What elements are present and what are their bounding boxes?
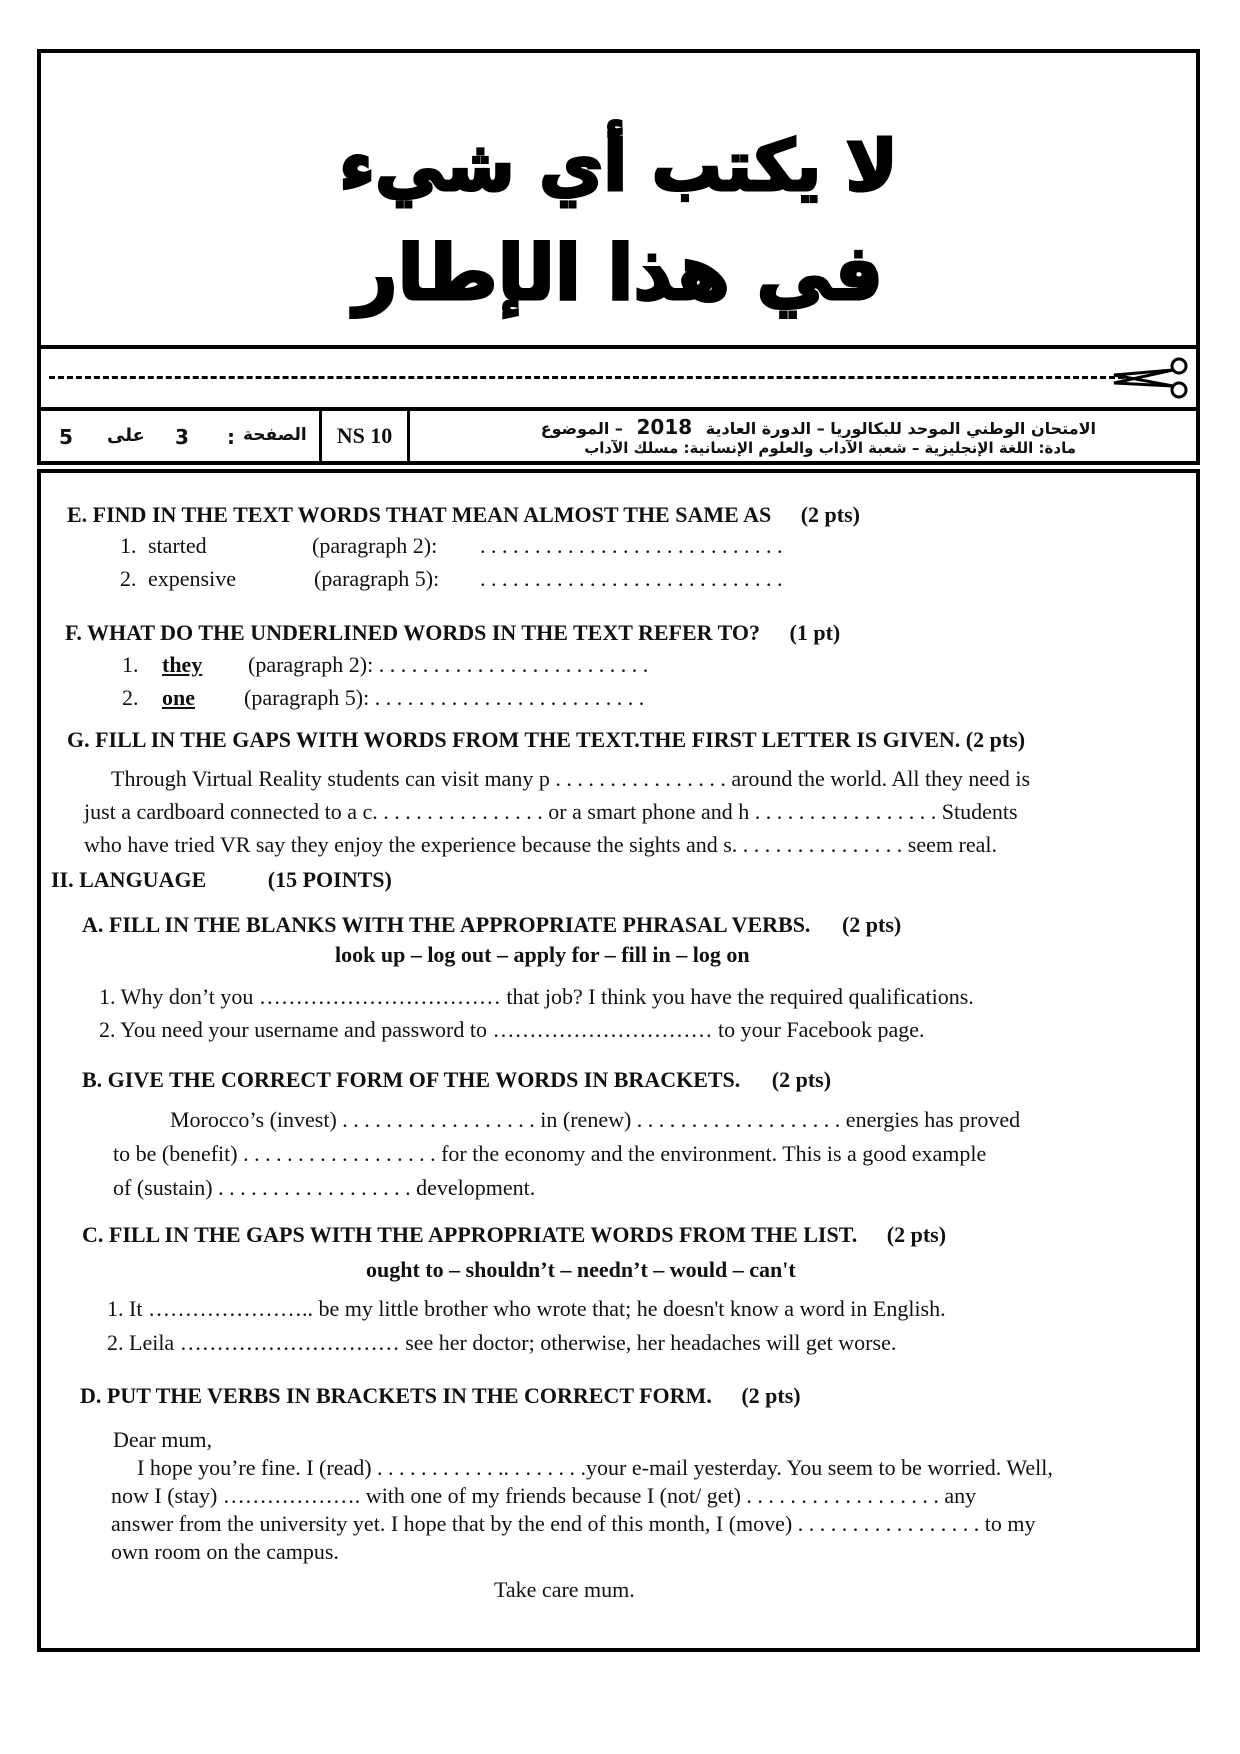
item-number: 2.	[122, 685, 139, 710]
cut-line-strip	[37, 349, 1200, 407]
no-write-box	[37, 49, 1200, 349]
section-d-heading: D. PUT THE VERBS IN BRACKETS IN THE CORRECT FORM.	[80, 1383, 712, 1408]
exam-title: الامتحان الوطني الموحد للبكالوريا – الدورة العادية	[705, 419, 1096, 438]
answer-blank[interactable]: . . . . . . . . . . . . . . . . . . . . . . . . . . . .	[480, 566, 783, 591]
section-b-heading: B. GIVE THE CORRECT FORM OF THE WORDS IN BRACKETS.	[82, 1067, 741, 1092]
item-ref[interactable]: (paragraph 5): . . . . . . . . . . . . . . . . . . . . . . . . .	[244, 685, 645, 710]
item-number: 1.	[120, 533, 137, 558]
page-current: 3	[175, 425, 189, 449]
dashed-cut-line	[49, 376, 1124, 379]
section-e-title	[67, 502, 860, 528]
underlined-word: they	[162, 652, 203, 677]
section-g-line-1[interactable]: Through Virtual Reality students can visit many p . . . . . . . . . . . . . . . . around the world. All they need is	[111, 766, 1031, 791]
letter-line-2[interactable]: now I (stay) ………………. with one of my friends because I (not/ get) . . . . . . . . . . . . . . . . . . any	[111, 1483, 977, 1508]
section-e-heading: E. FIND IN THE TEXT WORDS THAT MEAN ALMOST THE SAME AS	[67, 502, 772, 527]
section-c-title	[82, 1222, 946, 1248]
section-b-line-2[interactable]: to be (benefit) . . . . . . . . . . . . . . . . . . for the economy and the environment. This is a good example	[113, 1141, 987, 1166]
section-g-title: G. FILL IN THE GAPS WITH WORDS FROM THE TEXT.THE FIRST LETTER IS GIVEN. (2 pts)	[67, 727, 1026, 752]
exam-info-cell	[411, 411, 1196, 461]
language-title	[51, 867, 392, 893]
letter-line-4: own room on the campus.	[111, 1539, 339, 1564]
page-of-label: على	[107, 425, 145, 446]
answer-blank[interactable]: . . . . . . . . . . . . . . . . . . . . . . . . . . . .	[480, 533, 783, 558]
section-e-points: (2 pts)	[800, 502, 860, 527]
language-points: (15 POINTS)	[267, 867, 392, 892]
section-c-word-list: ought to – shouldn’t – needn’t – would – can't	[366, 1257, 796, 1282]
item-ref[interactable]: (paragraph 2): . . . . . . . . . . . . . . . . . . . . . . . . .	[248, 652, 649, 677]
section-g-line-3[interactable]: who have tried VR say they enjoy the experience because the sights and s. . . . . . . . . . . . . . . . seem real.	[84, 832, 997, 857]
letter-closing: Take care mum.	[494, 1577, 635, 1602]
section-e-item-1	[120, 533, 783, 559]
page-number-cell	[41, 411, 322, 461]
section-f-item-1	[122, 652, 649, 678]
section-f-title	[65, 620, 840, 646]
section-b-line-1[interactable]: Morocco’s (invest) . . . . . . . . . . . . . . . . . . in (renew) . . . . . . . . . . . . . . . . . . . energies has proved	[170, 1107, 1021, 1132]
section-c-heading: C. FILL IN THE GAPS WITH THE APPROPRIATE WORDS FROM THE LIST.	[82, 1222, 858, 1247]
language-heading: II. LANGUAGE	[51, 867, 207, 892]
letter-line-1[interactable]: I hope you’re fine. I (read) . . . . . . . . . . . .. . . . . . . .your e-mail yesterday. You seem to be worried. Well,	[137, 1455, 1053, 1480]
exam-content	[37, 469, 1200, 1652]
exam-header	[37, 407, 1200, 465]
page-total: 5	[59, 425, 73, 449]
underlined-word: one	[162, 685, 195, 710]
letter-line-3[interactable]: answer from the university yet. I hope that by the end of this month, I (move) . . . . . . . . . . . . . . . . . to my	[111, 1511, 1036, 1536]
section-d-points: (2 pts)	[741, 1383, 801, 1408]
section-f-points: (1 pt)	[789, 620, 841, 645]
item-ref: (paragraph 5):	[314, 566, 440, 591]
section-g-line-2[interactable]: just a cardboard connected to a c. . . . . . . . . . . . . . . . or a smart phone and h . . . . . . . . . . . . . . . . . Students	[84, 799, 1018, 824]
section-a-word-list: look up – log out – apply for – fill in – log on	[335, 942, 750, 967]
warning-line-1: لا يكتب أي شيء	[339, 125, 898, 207]
item-ref: (paragraph 2):	[312, 533, 438, 558]
item-number: 1.	[122, 652, 139, 677]
item-number: 2.	[120, 566, 137, 591]
section-f-heading: F. WHAT DO THE UNDERLINED WORDS IN THE TEXT REFER TO?	[65, 620, 761, 645]
section-c-item-2[interactable]: 2. Leila ………………………… see her doctor; otherwise, her headaches will get worse.	[107, 1330, 897, 1355]
section-b-points: (2 pts)	[771, 1067, 832, 1092]
page-label: الصفحة	[243, 425, 307, 445]
section-d-title	[80, 1383, 801, 1409]
section-b-line-3[interactable]: of (sustain) . . . . . . . . . . . . . . . . . . development.	[113, 1175, 536, 1200]
section-a-heading: A. FILL IN THE BLANKS WITH THE APPROPRIATE PHRASAL VERBS.	[82, 912, 811, 937]
exam-code: NS 10	[322, 411, 410, 461]
section-a-item-2[interactable]: 2. You need your username and password to ………………………… to your Facebook page.	[99, 1017, 925, 1042]
page-colon: :	[227, 425, 235, 449]
section-b-title	[82, 1067, 831, 1093]
section-f-item-2	[122, 685, 645, 711]
letter-greeting: Dear mum,	[113, 1427, 212, 1452]
section-a-item-1[interactable]: 1. Why don’t you …………………………… that job? I think you have the required qualifications.	[99, 984, 974, 1009]
warning-line-2: في هذا الإطار	[353, 228, 884, 317]
item-word: started	[148, 533, 207, 558]
item-word: expensive	[148, 566, 236, 591]
section-e-item-2	[120, 566, 783, 592]
section-a-title	[82, 912, 901, 938]
section-c-item-1[interactable]: 1. It ………………….. be my little brother who wrote that; he doesn't know a word in English.	[107, 1296, 946, 1321]
scissors-icon	[1110, 355, 1190, 401]
exam-year: 2018	[636, 415, 693, 439]
section-c-points: (2 pts)	[886, 1222, 947, 1247]
exam-title-line	[541, 415, 1096, 439]
exam-subject-tag: – الموضوع	[540, 419, 623, 438]
section-a-points: (2 pts)	[841, 912, 902, 937]
exam-subject-line: مادة: اللغة الإنجليزية – شعبة الآداب والعلوم الإنسانية: مسلك الآداب	[584, 439, 1076, 457]
